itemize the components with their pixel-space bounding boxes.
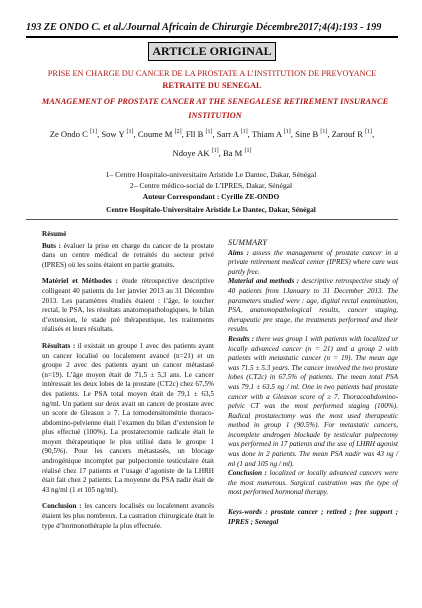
- label: Conclusion :: [228, 469, 267, 478]
- author-affiliation-marker: [1]: [126, 129, 134, 135]
- journal-citation-header: 193 ZE ONDO C. et al./Journal Africain de Chirurgie Décembre2017;4(4):193 - 199: [26, 22, 382, 33]
- resume-buts: [42, 242, 214, 271]
- author-affiliation-marker: [1]: [244, 147, 252, 154]
- french-title: PRISE EN CHARGE DU CANCER DE LA PROSTATE A L’INSTITUTION DE PREVOYANCE: [47, 69, 377, 78]
- author-name: Coume M: [137, 128, 175, 139]
- author-name: Ze Ondo C: [49, 128, 91, 139]
- article-type-label: ARTICLE ORIGINAL: [148, 42, 276, 61]
- text: assess the management of prostate cancer in a private retirement medical center (IPRES) where care was partly free.: [228, 248, 398, 276]
- author-name: Ndoye AK: [172, 147, 212, 158]
- label: Buts :: [42, 241, 61, 250]
- label: Material and methods :: [228, 277, 300, 286]
- french-title-continued: RETRAITE DU SENEGAL: [162, 81, 262, 90]
- summary-aims: [228, 249, 398, 278]
- author-name: Ba M: [222, 147, 245, 158]
- author-affiliation-marker: [1]: [240, 129, 248, 135]
- author-separator: ,: [327, 128, 332, 139]
- text: il existait un groupe 1 avec des patients ayant un cancer localisé ou localement avancé (n=21) et un groupe 2 avec des patients ayant un cancer métastasé (n=19). L’âge moyen était de 71,5 ± 5,3 ans. Le cancer intéressait les deux lobes de la prostate (CT2c) chez 67,5% des patients. Le PSA total moyen était de 79,1 ± 63,5 ng/ml. Un patient sur deux avait un cancer de prostate avec un score de Gleason ≥ 7. La tomodensitométrie thoraco-abdomino-pelvienne était l’examen du bilan d’extension le plus effectué (100%). La prostatectomie radicale était le moyen thérapeutique le plus utilisé dans le groupe 1 (90,5%). Pour les cancers métastasés, un blocage androgénique incomplet par pulpectomie testiculaire était réalisé chez 17 patients et l’usage d’agoniste de la LHRH était fait chez 2 patients. La moyenne du PSA nadir était de 43 ng/ml (1 et 105 ng/ml).: [42, 341, 214, 494]
- resume-resultats: [42, 342, 214, 496]
- text: there was group 1 with patients with localized or locally advanced cancer (n = 21) and a group 2 with patients with metastatic cancer (n = 19). The mean age was 71.5 ± 5.3 years. The cancer involved the two prostate lobes (CT2c) in 67.5% of patients. The mean total PSA was 79.1 ± 63.5 ng / ml. One in two patients had prostate cancer with a Gleason score of ≥ 7. Thoracoabdomino-pelvic CT was the most performed staging (100%). Radical prostatectomy was the most used therapeutic method in group 1 (90.5%). For metastatic cancers, incomplete androgen blockade by testicular pulpectomy was performed in 17 patients and the use of LHRH agonist was done in 2 patients. The mean PSA nadir was 43 ng / ml (1 and 105 ng / ml).: [228, 334, 398, 468]
- affiliation-1: 1– Centre Hospitalo-universitaire Aristide Le Dantec, Dakar, Sénégal: [105, 170, 317, 179]
- affiliation-2: 2– Centre médico-social de L’IPRES, Dakar, Sénégal: [129, 181, 293, 190]
- header-divider: [26, 36, 398, 38]
- label: Conclusion :: [42, 502, 82, 511]
- author-separator: ,: [372, 128, 375, 139]
- resume-heading: Résumé: [42, 230, 67, 238]
- corresponding-address: Centre Hospitalo-Universitaire Aristide Le Dantec, Dakar, Sénégal: [106, 205, 316, 214]
- author-separator: ,: [290, 128, 296, 139]
- label: Résultats :: [42, 341, 76, 350]
- summary-results: [228, 335, 398, 469]
- resume-column: [42, 230, 214, 538]
- author-affiliation-marker: [2]: [174, 129, 182, 135]
- resume-conclusion: [42, 502, 214, 531]
- author-separator: ,: [212, 128, 217, 139]
- author-name: Sine B: [295, 128, 321, 139]
- author-separator: ,: [247, 128, 252, 139]
- keywords: Keys-words : prostate cancer ; retired ; free support ; IPRES ; Senegal: [228, 508, 398, 526]
- author-separator: ,: [133, 128, 138, 139]
- author-affiliation-marker: [1]: [365, 129, 373, 135]
- author-affiliation-marker: [1]: [211, 147, 219, 154]
- label: Matériel et Méthodes :: [42, 277, 119, 286]
- author-separator: ,: [218, 147, 223, 158]
- summary-heading: SUMMARY: [228, 238, 268, 247]
- author-name: Sow Y: [101, 128, 127, 139]
- text: les cancers localisés ou localement avancés étaient les plus nombreux. La castration chirurgicale était le type d’hormonothérapie la plus effectuée.: [42, 502, 214, 530]
- author-separator: ,: [181, 128, 186, 139]
- summary-column: [228, 238, 398, 527]
- english-title: MANAGEMENT OF PROSTATE CANCER AT THE SENEGALESE RETIREMENT INSURANCE INSTITUTION: [41, 97, 389, 120]
- author-affiliation-marker: [1]: [283, 129, 291, 135]
- summary-methods: [228, 277, 398, 335]
- label: Results :: [228, 334, 254, 343]
- author-affiliation-marker: [1]: [90, 129, 98, 135]
- text: étude rétrospective descriptive colligeant 40 patients du 1er janvier 2013 au 31 Décembre 2013. Les paramètres étudiés étaient : l’âge, le toucher rectal, le PSA, les résultats anatomopathologiques, le bilan d’extension, le stade pré thérapeutique, les traitements réalisés et leurs résultats.: [42, 277, 214, 334]
- section-divider: [26, 219, 398, 220]
- text: localized or locally advanced cancers were the most numerous. Surgical castration was the type of most performed hormonal therapy.: [228, 469, 398, 497]
- resume-methodes: [42, 277, 214, 335]
- text: descriptive retrospective study of 40 patients from 1January to 31 December 2013. The parameters studied were : age, digital rectal examination, PSA, anatomopathological results, cancer staging, therapeutic pre stage, the treatments performed and their results.: [228, 277, 398, 334]
- author-name: Sarr A: [216, 128, 241, 139]
- author-list: [40, 124, 384, 162]
- author-name: Fll B: [185, 128, 206, 139]
- author-affiliation-marker: [1]: [205, 129, 213, 135]
- author-separator: ,: [97, 128, 102, 139]
- label: Aims :: [228, 248, 250, 257]
- text: évaluer la prise en charge du cancer de la prostate dans un centre médical de retraités du secteur privé (IPRES) où les soins étaient en partie gratuits.: [42, 241, 214, 269]
- author-name: Thiam A: [251, 128, 284, 139]
- corresponding-author: Auteur Correspondant : Cyrille ZE-ONDO: [142, 192, 280, 201]
- summary-conclusion: [228, 469, 398, 498]
- author-affiliation-marker: [1]: [320, 129, 328, 135]
- author-name: Zarouf R: [331, 128, 366, 139]
